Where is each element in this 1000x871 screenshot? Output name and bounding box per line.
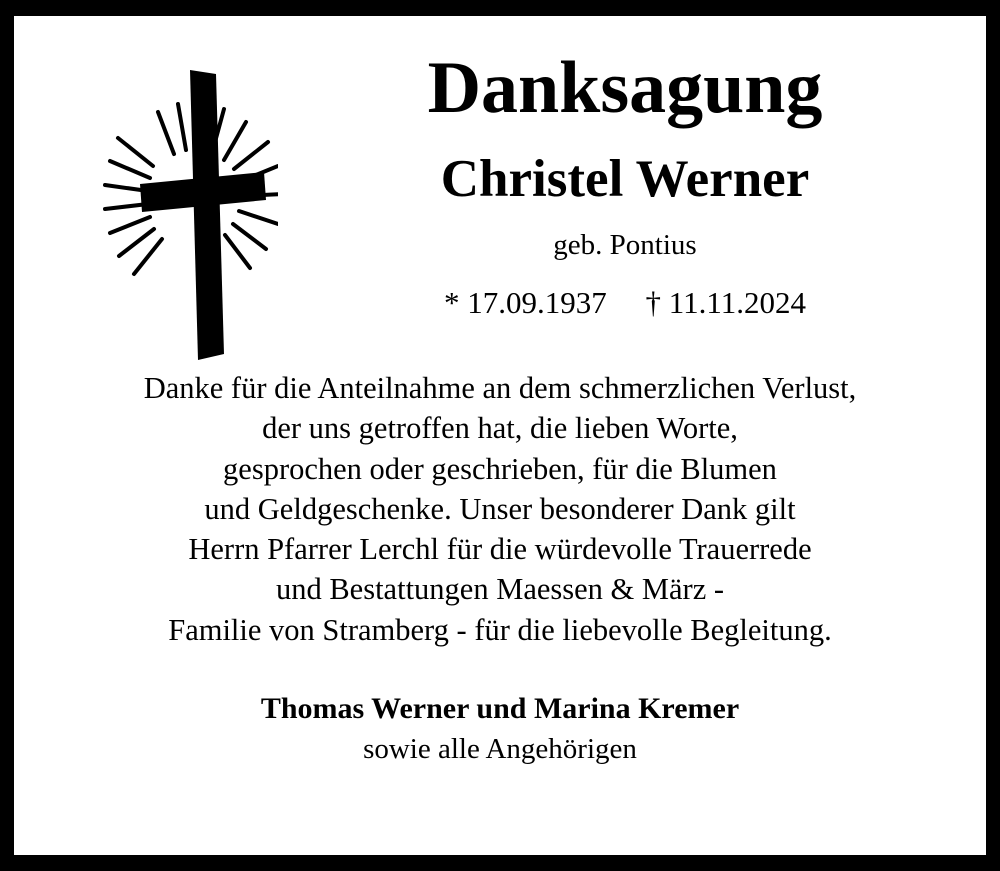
notice-inner	[14, 16, 986, 855]
notice-header	[32, 16, 968, 366]
message-line: Herrn Pfarrer Lerchl für die würdevolle Trauerrede	[188, 532, 812, 566]
thank-you-message	[32, 368, 968, 650]
page-title: Danksagung	[427, 47, 823, 129]
message-line: und Geldgeschenke. Unser besonderer Dank gilt	[204, 491, 796, 526]
message-line: der uns getroffen hat, die lieben Worte,	[262, 411, 738, 446]
signature-names: Thomas Werner und Marina Kremer	[260, 691, 740, 725]
maiden-name: geb. Pontius	[553, 228, 697, 261]
signature-block	[32, 690, 968, 768]
life-dates: * 17.09.1937 † 11.11.2024	[444, 284, 806, 320]
cross-with-rays-icon	[78, 54, 278, 374]
deceased-name: Christel Werner	[440, 149, 810, 208]
titles-block	[282, 47, 968, 320]
message-line: gesprochen oder geschrieben, für die Blumen	[223, 451, 777, 486]
message-line: und Bestattungen Maessen & März -	[275, 572, 725, 607]
signature-subtitle: sowie alle Angehörigen	[363, 733, 637, 766]
message-line: Danke für die Anteilnahme an dem schmerzlichen Verlust,	[143, 371, 857, 405]
message-line: Familie von Stramberg - für die liebevolle Begleitung.	[168, 612, 832, 647]
